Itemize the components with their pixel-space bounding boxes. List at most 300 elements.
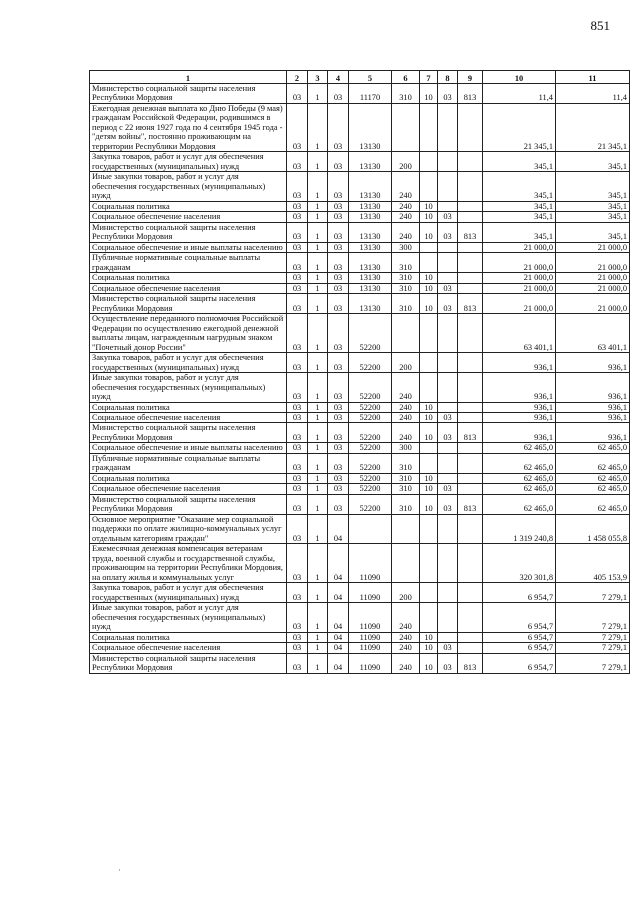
code-8 [438, 473, 458, 483]
amount-col-11: 62 465,0 [556, 453, 630, 473]
code-9 [458, 583, 483, 603]
code-7: 10 [420, 201, 438, 211]
code-8 [438, 544, 458, 583]
code-2: 03 [287, 314, 308, 353]
amount-col-10: 62 465,0 [483, 443, 556, 453]
code-6: 310 [392, 253, 420, 273]
code-8 [438, 242, 458, 252]
code-8 [438, 632, 458, 642]
amount-col-10: 345,1 [483, 201, 556, 211]
code-7: 10 [420, 494, 438, 514]
code-4: 03 [328, 412, 349, 422]
table-row [90, 373, 630, 402]
code-3: 1 [308, 242, 328, 252]
row-name: Министерство социальной защиты населения Республики Мордовия [90, 653, 287, 673]
code-6: 310 [392, 84, 420, 104]
code-5: 11090 [349, 544, 392, 583]
amount-col-10: 1 319 240,8 [483, 514, 556, 543]
row-name: Социальная политика [90, 632, 287, 642]
amount-col-10: 6 954,7 [483, 653, 556, 673]
code-8 [438, 402, 458, 412]
table-row [90, 283, 630, 293]
code-9: 813 [458, 84, 483, 104]
row-name: Социальная политика [90, 201, 287, 211]
col-header: 1 [90, 71, 287, 84]
code-7: 10 [420, 212, 438, 222]
code-9: 813 [458, 294, 483, 314]
code-4: 03 [328, 103, 349, 151]
amount-col-11: 1 458 055,8 [556, 514, 630, 543]
code-3: 1 [308, 84, 328, 104]
code-7 [420, 353, 438, 373]
table-row [90, 253, 630, 273]
code-5: 13130 [349, 283, 392, 293]
code-4: 03 [328, 402, 349, 412]
code-4: 03 [328, 423, 349, 443]
code-7: 10 [420, 273, 438, 283]
amount-col-10: 936,1 [483, 412, 556, 422]
code-6: 310 [392, 484, 420, 494]
code-6: 240 [392, 373, 420, 402]
code-8 [438, 353, 458, 373]
code-3: 1 [308, 253, 328, 273]
code-6 [392, 103, 420, 151]
code-5: 52200 [349, 453, 392, 473]
code-3: 1 [308, 103, 328, 151]
amount-col-11: 62 465,0 [556, 443, 630, 453]
col-header: 8 [438, 71, 458, 84]
code-7: 10 [420, 412, 438, 422]
row-name: Публичные нормативные социальные выплаты гражданам [90, 453, 287, 473]
amount-col-11: 936,1 [556, 353, 630, 373]
code-2: 03 [287, 242, 308, 252]
code-2: 03 [287, 172, 308, 201]
amount-col-10: 62 465,0 [483, 494, 556, 514]
amount-col-11: 936,1 [556, 402, 630, 412]
amount-col-10: 6 954,7 [483, 583, 556, 603]
code-9 [458, 201, 483, 211]
code-2: 03 [287, 283, 308, 293]
code-4: 04 [328, 544, 349, 583]
table-row [90, 201, 630, 211]
code-4: 03 [328, 373, 349, 402]
code-5: 13130 [349, 253, 392, 273]
table-row [90, 152, 630, 172]
code-5: 13130 [349, 103, 392, 151]
table-row [90, 212, 630, 222]
amount-col-10: 345,1 [483, 222, 556, 242]
code-6: 200 [392, 353, 420, 373]
amount-col-11: 405 153,9 [556, 544, 630, 583]
table-row [90, 453, 630, 473]
code-2: 03 [287, 653, 308, 673]
code-3: 1 [308, 473, 328, 483]
row-name: Министерство социальной защиты населения Республики Мордовия [90, 494, 287, 514]
row-name: Закупка товаров, работ и услуг для обеспечения государственных (муниципальных) нужд [90, 152, 287, 172]
code-4: 03 [328, 222, 349, 242]
code-6 [392, 514, 420, 543]
code-5: 52200 [349, 353, 392, 373]
code-5: 11090 [349, 603, 392, 632]
code-9: 813 [458, 494, 483, 514]
code-9 [458, 603, 483, 632]
code-4: 04 [328, 514, 349, 543]
amount-col-10: 21 000,0 [483, 273, 556, 283]
code-8 [438, 603, 458, 632]
code-9 [458, 212, 483, 222]
amount-col-10: 6 954,7 [483, 603, 556, 632]
code-3: 1 [308, 643, 328, 653]
code-9 [458, 412, 483, 422]
code-9 [458, 353, 483, 373]
code-9 [458, 443, 483, 453]
code-6: 240 [392, 603, 420, 632]
code-6: 240 [392, 172, 420, 201]
code-4: 03 [328, 152, 349, 172]
code-3: 1 [308, 201, 328, 211]
row-name: Социальное обеспечение и иные выплаты населению [90, 443, 287, 453]
code-9 [458, 242, 483, 252]
code-6: 310 [392, 494, 420, 514]
code-4: 04 [328, 643, 349, 653]
code-6: 240 [392, 222, 420, 242]
code-8 [438, 514, 458, 543]
table-row [90, 443, 630, 453]
code-4: 03 [328, 353, 349, 373]
code-5: 13130 [349, 152, 392, 172]
row-name: Социальная политика [90, 273, 287, 283]
code-9 [458, 253, 483, 273]
code-7 [420, 172, 438, 201]
table-row [90, 353, 630, 373]
code-7 [420, 314, 438, 353]
code-8 [438, 253, 458, 273]
col-header: 11 [556, 71, 630, 84]
code-8 [438, 373, 458, 402]
table-row [90, 314, 630, 353]
code-5: 11170 [349, 84, 392, 104]
code-2: 03 [287, 253, 308, 273]
code-2: 03 [287, 632, 308, 642]
col-header: 2 [287, 71, 308, 84]
code-8: 03 [438, 294, 458, 314]
code-6: 310 [392, 273, 420, 283]
code-9 [458, 152, 483, 172]
amount-col-11: 7 279,1 [556, 643, 630, 653]
code-2: 03 [287, 294, 308, 314]
code-4: 03 [328, 443, 349, 453]
code-8: 03 [438, 643, 458, 653]
code-8 [438, 103, 458, 151]
code-5: 52200 [349, 402, 392, 412]
row-name: Социальная политика [90, 402, 287, 412]
code-3: 1 [308, 353, 328, 373]
amount-col-10: 320 301,8 [483, 544, 556, 583]
code-6: 300 [392, 242, 420, 252]
amount-col-10: 936,1 [483, 402, 556, 412]
code-3: 1 [308, 423, 328, 443]
row-name: Социальное обеспечение населения [90, 484, 287, 494]
code-7: 10 [420, 653, 438, 673]
code-2: 03 [287, 423, 308, 443]
table-row [90, 412, 630, 422]
scan-artifact-dot: · [118, 865, 121, 875]
amount-col-11: 345,1 [556, 152, 630, 172]
code-8 [438, 273, 458, 283]
code-4: 03 [328, 494, 349, 514]
table-row [90, 653, 630, 673]
code-8: 03 [438, 653, 458, 673]
col-header: 7 [420, 71, 438, 84]
amount-col-11: 7 279,1 [556, 632, 630, 642]
code-8 [438, 172, 458, 201]
code-4: 04 [328, 653, 349, 673]
code-8: 03 [438, 484, 458, 494]
code-7 [420, 253, 438, 273]
amount-col-11: 345,1 [556, 172, 630, 201]
amount-col-11: 21 000,0 [556, 242, 630, 252]
code-9: 813 [458, 653, 483, 673]
code-7: 10 [420, 423, 438, 443]
amount-col-11: 21 000,0 [556, 294, 630, 314]
amount-col-11: 11,4 [556, 84, 630, 104]
code-4: 04 [328, 632, 349, 642]
table-row [90, 103, 630, 151]
row-name: Социальное обеспечение и иные выплаты населению [90, 242, 287, 252]
amount-col-11: 7 279,1 [556, 583, 630, 603]
code-6: 240 [392, 423, 420, 443]
code-5: 52200 [349, 423, 392, 443]
row-name: Министерство социальной защиты населения Республики Мордовия [90, 423, 287, 443]
code-3: 1 [308, 273, 328, 283]
code-4: 03 [328, 201, 349, 211]
code-5 [349, 514, 392, 543]
row-name: Министерство социальной защиты населения Республики Мордовия [90, 222, 287, 242]
amount-col-11: 936,1 [556, 373, 630, 402]
amount-col-11: 345,1 [556, 212, 630, 222]
row-name: Ежемесячная денежная компенсация ветеранам труда, военной службы и государственной службы, проживающим на территории Республики Мордовия, на оплату жилья и коммунальных услуг [90, 544, 287, 583]
amount-col-10: 62 465,0 [483, 484, 556, 494]
row-name: Министерство социальной защиты населения Республики Мордовия [90, 84, 287, 104]
code-9 [458, 103, 483, 151]
code-3: 1 [308, 453, 328, 473]
table-row [90, 172, 630, 201]
code-5: 13130 [349, 212, 392, 222]
code-4: 03 [328, 484, 349, 494]
code-4: 03 [328, 273, 349, 283]
col-header: 4 [328, 71, 349, 84]
row-name: Социальное обеспечение населения [90, 283, 287, 293]
col-header: 5 [349, 71, 392, 84]
table-row [90, 242, 630, 252]
amount-col-10: 345,1 [483, 172, 556, 201]
code-6: 310 [392, 453, 420, 473]
amount-col-10: 62 465,0 [483, 453, 556, 473]
code-4: 03 [328, 294, 349, 314]
code-7 [420, 242, 438, 252]
code-8: 03 [438, 212, 458, 222]
code-7: 10 [420, 222, 438, 242]
amount-col-11: 345,1 [556, 201, 630, 211]
code-2: 03 [287, 583, 308, 603]
code-3: 1 [308, 412, 328, 422]
code-7: 10 [420, 484, 438, 494]
code-5: 52200 [349, 484, 392, 494]
row-name: Социальное обеспечение населения [90, 412, 287, 422]
code-2: 03 [287, 201, 308, 211]
amount-col-11: 936,1 [556, 423, 630, 443]
code-9 [458, 273, 483, 283]
amount-col-10: 6 954,7 [483, 643, 556, 653]
code-9 [458, 314, 483, 353]
table-row [90, 84, 630, 104]
code-3: 1 [308, 484, 328, 494]
code-8: 03 [438, 283, 458, 293]
code-2: 03 [287, 212, 308, 222]
code-3: 1 [308, 653, 328, 673]
code-9 [458, 283, 483, 293]
code-4: 03 [328, 314, 349, 353]
code-7: 10 [420, 632, 438, 642]
code-2: 03 [287, 643, 308, 653]
code-7 [420, 544, 438, 583]
code-5: 52200 [349, 373, 392, 402]
code-6: 200 [392, 152, 420, 172]
code-7: 10 [420, 473, 438, 483]
code-5: 11090 [349, 632, 392, 642]
code-2: 03 [287, 103, 308, 151]
code-3: 1 [308, 583, 328, 603]
code-5: 11090 [349, 653, 392, 673]
row-name: Ежегодная денежная выплата ко Дню Победы (9 мая) гражданам Российской Федерации, родившимся в период с 22 июня 1927 года по 4 сентября 1945 года - "детям войны", постоянно проживающим на территории Республики Мордовия [90, 103, 287, 151]
code-5: 13130 [349, 222, 392, 242]
code-2: 03 [287, 453, 308, 473]
amount-col-11: 63 401,1 [556, 314, 630, 353]
table-row [90, 603, 630, 632]
code-3: 1 [308, 222, 328, 242]
code-8 [438, 583, 458, 603]
amount-col-10: 936,1 [483, 353, 556, 373]
row-name: Публичные нормативные социальные выплаты гражданам [90, 253, 287, 273]
code-2: 03 [287, 373, 308, 402]
code-5: 13130 [349, 273, 392, 283]
code-6: 310 [392, 294, 420, 314]
amount-col-11: 62 465,0 [556, 473, 630, 483]
code-8: 03 [438, 222, 458, 242]
table-row [90, 402, 630, 412]
amount-col-10: 345,1 [483, 212, 556, 222]
code-2: 03 [287, 222, 308, 242]
code-5: 52200 [349, 412, 392, 422]
code-9: 813 [458, 222, 483, 242]
amount-col-10: 63 401,1 [483, 314, 556, 353]
table-header-row [90, 71, 630, 84]
code-6: 240 [392, 643, 420, 653]
amount-col-11: 7 279,1 [556, 603, 630, 632]
code-2: 03 [287, 273, 308, 283]
code-3: 1 [308, 172, 328, 201]
code-3: 1 [308, 283, 328, 293]
table-row [90, 273, 630, 283]
code-2: 03 [287, 443, 308, 453]
code-6 [392, 314, 420, 353]
code-4: 03 [328, 172, 349, 201]
amount-col-11: 21 000,0 [556, 273, 630, 283]
table-row [90, 643, 630, 653]
code-9 [458, 484, 483, 494]
code-2: 03 [287, 353, 308, 373]
table-row [90, 544, 630, 583]
code-2: 03 [287, 84, 308, 104]
amount-col-10: 6 954,7 [483, 632, 556, 642]
code-8 [438, 201, 458, 211]
code-5: 52200 [349, 494, 392, 514]
col-header: 9 [458, 71, 483, 84]
code-6: 310 [392, 283, 420, 293]
code-5: 11090 [349, 583, 392, 603]
code-4: 03 [328, 473, 349, 483]
code-5: 13130 [349, 201, 392, 211]
code-9 [458, 473, 483, 483]
code-5: 11090 [349, 643, 392, 653]
table-row [90, 632, 630, 642]
page-number: 851 [590, 18, 610, 33]
code-9 [458, 514, 483, 543]
code-2: 03 [287, 494, 308, 514]
table-row [90, 222, 630, 242]
code-7: 10 [420, 643, 438, 653]
code-2: 03 [287, 473, 308, 483]
code-4: 03 [328, 212, 349, 222]
code-3: 1 [308, 494, 328, 514]
code-8 [438, 453, 458, 473]
code-6: 240 [392, 632, 420, 642]
code-9 [458, 172, 483, 201]
table-row [90, 484, 630, 494]
code-2: 03 [287, 544, 308, 583]
code-8: 03 [438, 423, 458, 443]
code-3: 1 [308, 314, 328, 353]
amount-col-11: 936,1 [556, 412, 630, 422]
row-name: Иные закупки товаров, работ и услуг для обеспечения государственных (муниципальных) нужд [90, 172, 287, 201]
row-name: Закупка товаров, работ и услуг для обеспечения государственных (муниципальных) нужд [90, 353, 287, 373]
row-name: Социальное обеспечение населения [90, 643, 287, 653]
code-2: 03 [287, 412, 308, 422]
table-row [90, 583, 630, 603]
amount-col-11: 345,1 [556, 222, 630, 242]
code-6 [392, 544, 420, 583]
amount-col-10: 62 465,0 [483, 473, 556, 483]
code-3: 1 [308, 402, 328, 412]
code-8 [438, 443, 458, 453]
row-name: Министерство социальной защиты населения Республики Мордовия [90, 294, 287, 314]
code-9 [458, 373, 483, 402]
code-7 [420, 152, 438, 172]
amount-col-10: 345,1 [483, 152, 556, 172]
code-4: 04 [328, 583, 349, 603]
code-4: 03 [328, 84, 349, 104]
code-7 [420, 514, 438, 543]
code-7 [420, 103, 438, 151]
code-7 [420, 373, 438, 402]
col-header: 3 [308, 71, 328, 84]
row-name: Иные закупки товаров, работ и услуг для обеспечения государственных (муниципальных) нужд [90, 373, 287, 402]
code-5: 13130 [349, 172, 392, 201]
code-9 [458, 632, 483, 642]
code-6: 240 [392, 402, 420, 412]
table-row [90, 294, 630, 314]
code-7: 10 [420, 283, 438, 293]
